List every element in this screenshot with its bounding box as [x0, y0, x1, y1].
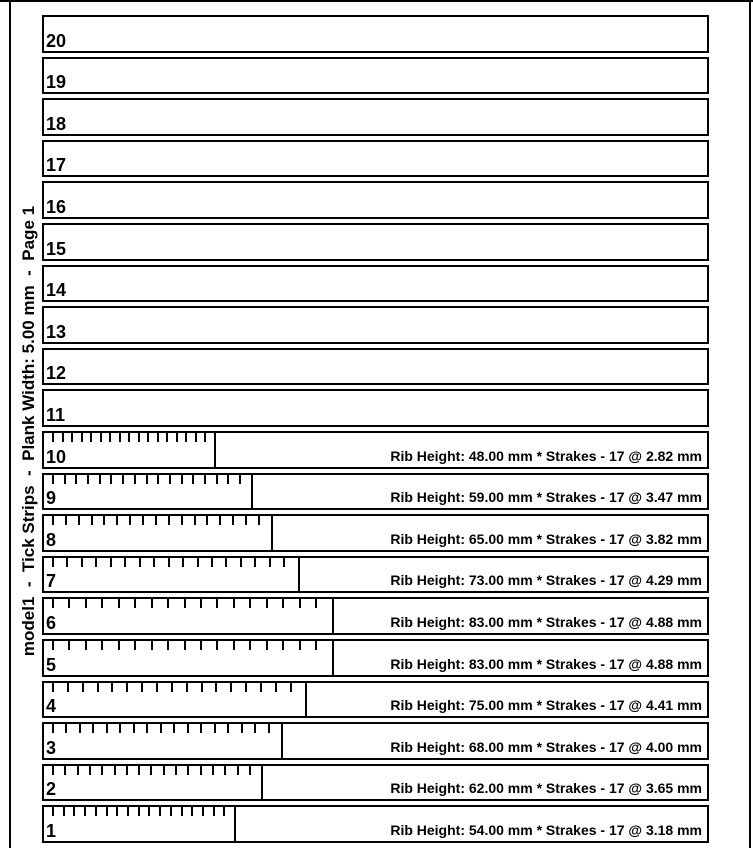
tick-mark — [282, 599, 284, 608]
rib-height-label: Rib Height: 65.00 mm * Strakes - 17 @ 3.82 mm — [390, 530, 702, 547]
tick-mark — [129, 516, 131, 525]
strip-number: 11 — [46, 404, 66, 425]
tick-mark — [173, 724, 175, 733]
tick-mark — [116, 516, 118, 525]
tick-mark — [64, 475, 66, 484]
strip-number: 12 — [46, 363, 67, 384]
tick-mark — [197, 558, 199, 567]
tick-mark — [97, 683, 99, 692]
rib-height-label: Rib Height: 48.00 mm * Strakes - 17 @ 2.82 mm — [390, 447, 702, 464]
tick-mark — [187, 766, 189, 775]
tick-mark — [52, 724, 54, 733]
rib-height-label: Rib Height: 75.00 mm * Strakes - 17 @ 4.41 mm — [390, 697, 702, 714]
tick-mark — [68, 599, 70, 608]
strip-number: 19 — [46, 72, 67, 93]
tick-mark — [101, 599, 103, 608]
tick-mark — [182, 558, 184, 567]
tick-mark — [124, 558, 126, 567]
tick-mark — [134, 475, 136, 484]
tick-mark — [52, 475, 54, 484]
tick-mark — [95, 558, 97, 567]
tick-mark — [275, 683, 277, 692]
tick-mark — [258, 516, 260, 525]
tick-mark — [249, 766, 251, 775]
tick-mark — [89, 766, 91, 775]
strip-number: 16 — [46, 196, 67, 217]
tick-mark — [153, 558, 155, 567]
tick-mark — [200, 599, 202, 608]
tick-mark — [216, 475, 218, 484]
tick-mark — [181, 475, 183, 484]
strips-container — [42, 15, 709, 847]
tick-mark — [73, 807, 75, 816]
tick-mark — [213, 807, 215, 816]
tick-mark — [52, 641, 54, 650]
tick-mark — [290, 683, 292, 692]
tick-strip-row — [42, 514, 709, 552]
strip-number: 15 — [46, 238, 67, 259]
tick-strip-row — [42, 764, 709, 802]
tick-mark — [84, 807, 86, 816]
tick-mark — [186, 683, 188, 692]
strip-number: 1 — [46, 820, 57, 841]
tick-mark — [81, 558, 83, 567]
tick-mark — [254, 558, 256, 567]
tick-mark — [134, 599, 136, 608]
tick-mark — [239, 475, 241, 484]
rib-height-label: Rib Height: 54.00 mm * Strakes - 17 @ 3.18 mm — [390, 821, 702, 838]
tick-mark — [171, 683, 173, 692]
strip-number: 2 — [46, 779, 57, 800]
tick-strip-row — [42, 140, 709, 178]
tick-strip-row — [42, 681, 709, 719]
tick-mark — [64, 766, 66, 775]
tick-strip-row — [42, 15, 709, 53]
strip-number: 18 — [46, 113, 67, 134]
tick-mark — [240, 558, 242, 567]
rib-height-end-line — [298, 558, 300, 592]
rib-height-end-line — [261, 766, 263, 800]
tick-mark — [268, 724, 270, 733]
tick-strip-row — [42, 389, 709, 427]
tick-mark — [241, 724, 243, 733]
tick-strip-row — [42, 265, 709, 303]
tick-mark — [91, 516, 93, 525]
rib-height-end-line — [234, 807, 236, 841]
tick-strip-row — [42, 431, 709, 469]
tick-mark — [90, 433, 92, 442]
tick-mark — [299, 641, 301, 650]
tick-strip-row — [42, 556, 709, 594]
tick-mark — [146, 475, 148, 484]
strip-number: 17 — [46, 155, 67, 176]
tick-mark — [85, 641, 87, 650]
tick-mark — [225, 558, 227, 567]
tick-mark — [52, 807, 54, 816]
tick-mark — [206, 516, 208, 525]
tick-mark — [111, 683, 113, 692]
page-border-top — [0, 0, 753, 2]
tick-mark — [187, 724, 189, 733]
rib-height-end-line — [305, 683, 307, 717]
tick-mark — [266, 599, 268, 608]
tick-strip-row — [42, 597, 709, 635]
rib-height-label: Rib Height: 83.00 mm * Strakes - 17 @ 4.88 mm — [390, 655, 702, 672]
tick-mark — [249, 641, 251, 650]
tick-mark — [138, 433, 140, 442]
tick-mark — [299, 599, 301, 608]
tick-mark — [68, 641, 70, 650]
tick-mark — [116, 807, 118, 816]
tick-mark — [66, 558, 68, 567]
tick-strip-row — [42, 98, 709, 136]
tick-mark — [147, 433, 149, 442]
tick-mark — [170, 807, 172, 816]
strip-number: 6 — [46, 612, 57, 633]
tick-mark — [184, 641, 186, 650]
tick-mark — [233, 641, 235, 650]
rib-height-label: Rib Height: 83.00 mm * Strakes - 17 @ 4.88 mm — [390, 613, 702, 630]
tick-mark — [167, 599, 169, 608]
tick-mark — [78, 516, 80, 525]
tick-mark — [110, 558, 112, 567]
tick-mark — [163, 766, 165, 775]
tick-mark — [95, 807, 97, 816]
rib-height-end-line — [214, 433, 216, 467]
rib-height-label: Rib Height: 73.00 mm * Strakes - 17 @ 4.29 mm — [390, 572, 702, 589]
tick-mark — [114, 766, 116, 775]
tick-mark — [201, 683, 203, 692]
tick-mark — [204, 433, 206, 442]
rib-height-label: Rib Height: 59.00 mm * Strakes - 17 @ 3.47 mm — [390, 489, 702, 506]
tick-mark — [103, 516, 105, 525]
tick-mark — [155, 516, 157, 525]
tick-mark — [71, 433, 73, 442]
tick-strip-row — [42, 181, 709, 219]
tick-mark — [79, 724, 81, 733]
tick-mark — [194, 516, 196, 525]
tick-mark — [245, 516, 247, 525]
tick-mark — [176, 433, 178, 442]
tick-mark — [139, 558, 141, 567]
tick-mark — [211, 558, 213, 567]
tick-strip-row — [42, 57, 709, 95]
tick-mark — [168, 558, 170, 567]
tick-mark — [75, 475, 77, 484]
tick-mark — [191, 807, 193, 816]
tick-mark — [110, 475, 112, 484]
tick-mark — [138, 766, 140, 775]
tick-mark — [315, 599, 317, 608]
tick-mark — [81, 433, 83, 442]
page-border-left — [9, 0, 11, 848]
tick-mark — [122, 475, 124, 484]
tick-mark — [230, 683, 232, 692]
tick-mark — [219, 516, 221, 525]
tick-mark — [146, 724, 148, 733]
tick-mark — [185, 433, 187, 442]
tick-mark — [63, 807, 65, 816]
tick-mark — [192, 475, 194, 484]
tick-mark — [233, 599, 235, 608]
tick-mark — [52, 766, 54, 775]
tick-mark — [77, 766, 79, 775]
tick-mark — [166, 433, 168, 442]
tick-mark — [159, 807, 161, 816]
tick-mark — [216, 599, 218, 608]
tick-strip-row — [42, 223, 709, 261]
tick-mark — [232, 516, 234, 525]
tick-mark — [169, 475, 171, 484]
tick-mark — [160, 724, 162, 733]
tick-mark — [224, 766, 226, 775]
tick-mark — [181, 516, 183, 525]
tick-mark — [127, 807, 129, 816]
tick-mark — [245, 683, 247, 692]
tick-mark — [283, 558, 285, 567]
tick-mark — [126, 683, 128, 692]
tick-mark — [214, 724, 216, 733]
tick-mark — [266, 641, 268, 650]
tick-strip-row — [42, 348, 709, 386]
rib-height-end-line — [271, 516, 273, 550]
strip-number: 10 — [46, 446, 67, 467]
strip-number: 13 — [46, 321, 67, 342]
strip-number: 9 — [46, 488, 57, 509]
tick-mark — [65, 724, 67, 733]
tick-mark — [212, 766, 214, 775]
tick-strip-row — [42, 805, 709, 843]
tick-strip-row — [42, 722, 709, 760]
tick-mark — [87, 475, 89, 484]
tick-mark — [52, 683, 54, 692]
tick-mark — [202, 807, 204, 816]
tick-mark — [227, 724, 229, 733]
tick-mark — [65, 516, 67, 525]
tick-mark — [254, 724, 256, 733]
tick-mark — [118, 641, 120, 650]
tick-mark — [101, 766, 103, 775]
tick-mark — [142, 516, 144, 525]
tick-mark — [133, 724, 135, 733]
tick-strip-row — [42, 639, 709, 677]
tick-mark — [184, 599, 186, 608]
tick-mark — [227, 475, 229, 484]
tick-mark — [118, 599, 120, 608]
tick-strip-row — [42, 306, 709, 344]
tick-mark — [269, 558, 271, 567]
tick-mark — [128, 433, 130, 442]
tick-mark — [223, 807, 225, 816]
tick-mark — [106, 807, 108, 816]
strip-number: 8 — [46, 529, 57, 550]
page-title-vertical: model1 - Tick Strips - Plank Width: 5.00 mm - Page 1 — [19, 205, 38, 657]
tick-mark — [106, 724, 108, 733]
tick-mark — [200, 724, 202, 733]
tick-mark — [237, 766, 239, 775]
tick-mark — [181, 807, 183, 816]
strip-number: 5 — [46, 654, 57, 675]
tick-mark — [315, 641, 317, 650]
tick-mark — [52, 599, 54, 608]
tick-mark — [195, 433, 197, 442]
tick-mark — [282, 641, 284, 650]
tick-mark — [119, 724, 121, 733]
tick-mark — [150, 766, 152, 775]
tick-mark — [216, 641, 218, 650]
tick-mark — [157, 433, 159, 442]
tick-mark — [119, 433, 121, 442]
strip-number: 3 — [46, 737, 57, 758]
rib-height-end-line — [281, 724, 283, 758]
strip-number: 4 — [46, 696, 57, 717]
tick-mark — [200, 766, 202, 775]
rib-height-label: Rib Height: 68.00 mm * Strakes - 17 @ 4.00 mm — [390, 738, 702, 755]
tick-mark — [85, 599, 87, 608]
strip-number: 20 — [46, 30, 67, 51]
tick-mark — [167, 641, 169, 650]
tick-mark — [109, 433, 111, 442]
tick-mark — [200, 641, 202, 650]
tick-mark — [52, 433, 54, 442]
tick-mark — [151, 599, 153, 608]
tick-mark — [204, 475, 206, 484]
tick-mark — [62, 433, 64, 442]
tick-mark — [138, 807, 140, 816]
tick-mark — [101, 641, 103, 650]
page-border-right — [749, 0, 751, 848]
rib-height-end-line — [251, 475, 253, 509]
tick-mark — [151, 641, 153, 650]
tick-mark — [157, 475, 159, 484]
tick-mark — [126, 766, 128, 775]
tick-mark — [52, 516, 54, 525]
tick-mark — [52, 558, 54, 567]
tick-mark — [92, 724, 94, 733]
tick-mark — [215, 683, 217, 692]
tick-mark — [67, 683, 69, 692]
rib-height-end-line — [332, 641, 334, 675]
tick-mark — [141, 683, 143, 692]
tick-strip-row — [42, 473, 709, 511]
tick-mark — [134, 641, 136, 650]
tick-mark — [249, 599, 251, 608]
tick-mark — [148, 807, 150, 816]
tick-mark — [100, 433, 102, 442]
tick-mark — [260, 683, 262, 692]
tick-mark — [99, 475, 101, 484]
tick-mark — [156, 683, 158, 692]
tick-mark — [175, 766, 177, 775]
rib-height-end-line — [332, 599, 334, 633]
rib-height-label: Rib Height: 62.00 mm * Strakes - 17 @ 3.65 mm — [390, 780, 702, 797]
strip-number: 14 — [46, 280, 67, 301]
tick-mark — [82, 683, 84, 692]
tick-mark — [168, 516, 170, 525]
strip-number: 7 — [46, 571, 57, 592]
